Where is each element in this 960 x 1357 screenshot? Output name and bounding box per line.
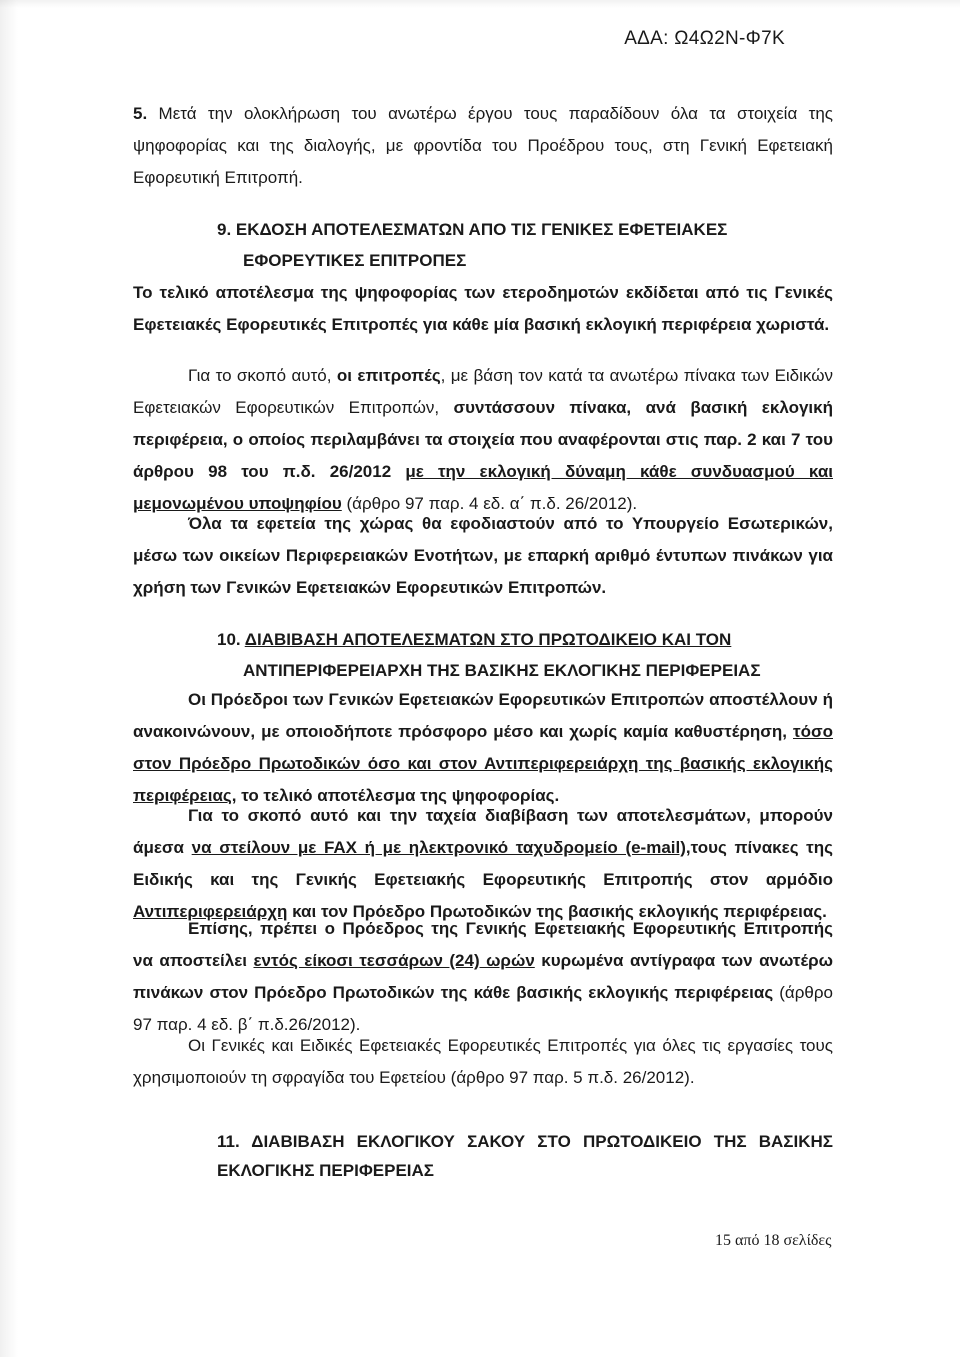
section-10-title-line1 [217, 624, 731, 656]
section-9-p2-c: , με βάση τον κατά τα ανωτέρω πίνακα των Ειδικών Εφετειακών Εφορευτικών Επιτροπών, [133, 366, 833, 417]
section-9-title-line2: ΕΦΟΡΕΥΤΙΚΕΣ ΕΠΙΤΡΟΠΕΣ [243, 251, 467, 270]
section-10-p3-a: Επίσης, πρέπει ο Πρόεδρος της Γενικής Εφετειακής Εφορευτικής Επιτροπής να αποστείλει [133, 919, 833, 970]
section-9-p2-d: συντάσσουν πίνακα, ανά βασική εκλογική περιφέρεια, ο οποίος περιλαμβάνει τα στοιχεία που αναφέρονται στις παρ. 2 και 7 του άρθρου 98 του π.δ. 26/2012 [133, 398, 833, 481]
section-9-p2-e: με την εκλογική δύναμη κάθε συνδυασμού και μεμονωμένου υποψηφίου [133, 462, 833, 513]
section-9-paragraph-2 [133, 360, 833, 520]
section-10-p1-b: τόσο στον Πρόεδρο Πρωτοδικών όσο και στον Αντιπεριφερειάρχη της βασικής εκλογικής περιφέρειας, [133, 722, 833, 805]
section-10-paragraph-3 [133, 913, 833, 1041]
item-5-paragraph [133, 98, 833, 194]
section-10-p2-a: Για το σκοπό αυτό και την ταχεία διαβίβαση των αποτελεσμάτων, μπορούν άμεσα [133, 806, 833, 857]
section-10-p1-a: Οι Πρόεδροι των Γενικών Εφετειακών Εφορευτικών Επιτροπών αποστέλλουν ή ανακοινώνουν, με οποιοδήποτε πρόσφορο μέσο και χωρίς καμία καθυστέρηση, [133, 690, 833, 741]
section-9-p2-f: (άρθρο 97 παρ. 4 εδ. α΄ π.δ. 26/2012). [341, 494, 638, 513]
section-10-p1-c: το τελικό αποτέλεσμα της ψηφοφορίας. [236, 786, 560, 805]
scan-shadow-top [0, 0, 960, 8]
section-10-paragraph-2 [133, 800, 833, 928]
page-number: 15 από 18 σελίδες [715, 1232, 832, 1249]
section-10-paragraph-4: Οι Γενικές και Ειδικές Εφετειακές Εφορευτικές Επιτροπές για όλες τις εργασίες τους χρησιμοποιούν τη σφραγίδα του Εφετείου (άρθρο 97 παρ. 5 π.δ. 26/2012). [133, 1036, 833, 1087]
section-10-paragraph-1 [133, 684, 833, 812]
section-9-p2-b: οι επιτροπές [336, 366, 441, 385]
section-10-title-num: 10. [217, 630, 245, 649]
section-10-p2-c: τους πίνακες της Ειδικής και της Γενικής Εφετειακής Εφορευτικής Επιτροπής στον αρμόδιο [133, 838, 833, 889]
section-10-p3-c: κυρωμένα αντίγραφα των ανωτέρω πινάκων στον Πρόεδρο Πρωτοδικών της κάθε βασικής εκλογικής περιφέρειας [133, 951, 833, 1002]
section-10-p2-b: να στείλουν με FAX ή με ηλεκτρονικό ταχυδρομείο (e-mail), [191, 838, 691, 857]
section-11-title-line1: 11. ΔΙΑΒΙΒΑΣΗ ΕΚΛΟΓΙΚΟΥ ΣΑΚΟΥ ΣΤΟ ΠΡΩΤΟΔΙΚΕΙΟ ΤΗΣ ΒΑΣΙΚΗΣ [217, 1132, 833, 1151]
section-10-title-text: ΔΙΑΒΙΒΑΣΗ ΑΠΟΤΕΛΕΣΜΑΤΩΝ ΣΤΟ ΠΡΩΤΟΔΙΚΕΙΟ ΚΑΙ ΤΟΝ [244, 630, 732, 649]
scan-shadow-left [0, 0, 18, 1357]
ada-code: ΑΔΑ: Ω4Ω2Ν-Φ7Κ [624, 28, 785, 49]
item-5-text: Μετά την ολοκλήρωση του ανωτέρω έργου τους παραδίδουν όλα τα στοιχεία της ψηφοφορίας και της διαλογής, με φροντίδα του Προέδρου τους, στη Γενική Εφετειακή Εφορευτική Επιτροπή. [133, 104, 833, 187]
section-9-p2-a: Για το σκοπό αυτό, [188, 366, 337, 385]
section-10-p2-d: Αντιπεριφερειάρχη [133, 902, 288, 921]
section-9-paragraph-3: Όλα τα εφετεία της χώρας θα εφοδιαστούν από το Υπουργείο Εσωτερικών, μέσω των οικείων Περιφερειακών Ενοτήτων, με επαρκή αριθμό έντυπων πινάκων για χρήση των Γενικών Εφετειακών Εφορευτικών Επιτροπών. [133, 514, 833, 597]
section-9-paragraph-1: Το τελικό αποτέλεσμα της ψηφοφορίας των ετεροδημοτών εκδίδεται από τις Γενικές Εφετειακές Εφορευτικές Επιτροπές για κάθε μία βασική εκλογική περιφέρεια χωριστά. [133, 283, 833, 334]
item-5-number: 5. [133, 104, 148, 123]
section-10-p3-d: (άρθρο 97 παρ. 4 εδ. β΄ π.δ.26/2012). [133, 983, 833, 1034]
section-10-title-line2: ΑΝΤΙΠΕΡΙΦΕΡΕΙΑΡΧΗ ΤΗΣ ΒΑΣΙΚΗΣ ΕΚΛΟΓΙΚΗΣ ΠΕΡΙΦΕΡΕΙΑΣ [243, 661, 761, 680]
section-11-title-line2: ΕΚΛΟΓΙΚΗΣ ΠΕΡΙΦΕΡΕΙΑΣ [217, 1161, 434, 1180]
section-10-p3-b: εντός είκοσι τεσσάρων (24) ωρών [253, 951, 535, 970]
section-9-title-line1: 9. ΕΚΔΟΣΗ ΑΠΟΤΕΛΕΣΜΑΤΩΝ ΑΠΟ ΤΙΣ ΓΕΝΙΚΕΣ ΕΦΕΤΕΙΑΚΕΣ [217, 220, 728, 239]
section-10-p2-e: και τον Πρόεδρο Πρωτοδικών της βασικής εκλογικής περιφέρειας. [287, 902, 827, 921]
